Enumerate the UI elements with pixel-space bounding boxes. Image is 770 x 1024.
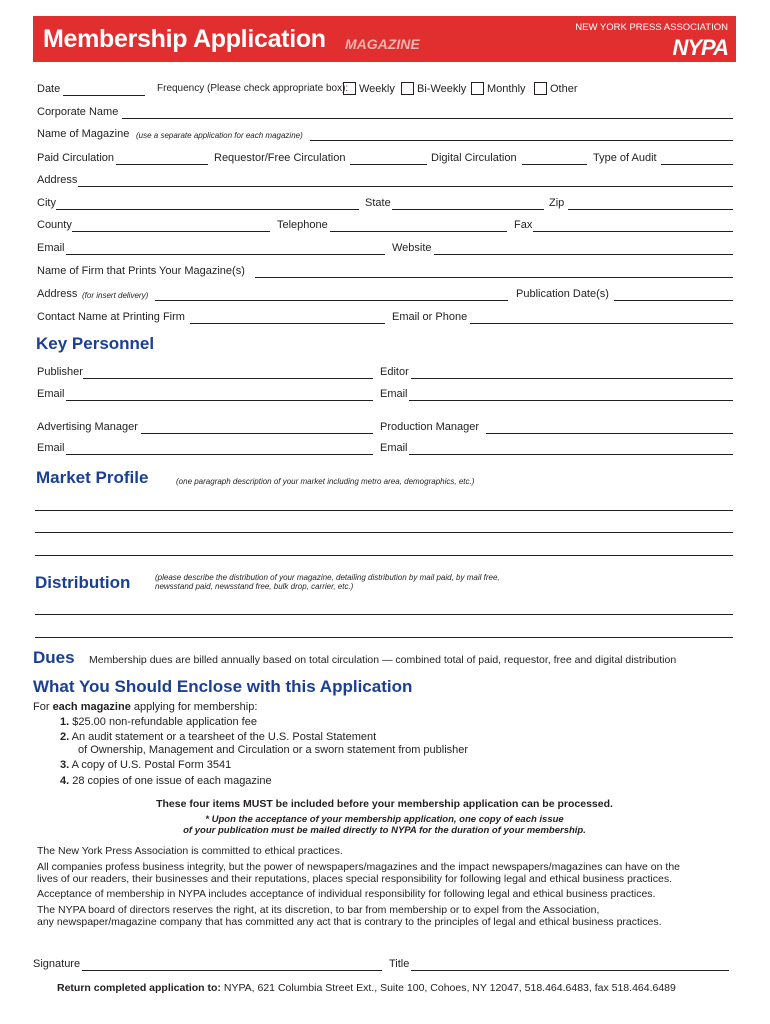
biweekly-label: Bi-Weekly: [417, 83, 467, 95]
production-manager-email-label: Email: [380, 442, 408, 454]
printer-address-field[interactable]: [155, 300, 508, 301]
editor-label: Editor: [380, 366, 409, 378]
telephone-field[interactable]: [330, 231, 507, 232]
fax-label: Fax: [514, 219, 533, 231]
magazine-name-label: Name of Magazine: [37, 128, 130, 140]
item-number: 2.: [60, 731, 70, 743]
form-title: Membership Application: [43, 25, 326, 53]
enclose-item-1: [60, 715, 257, 729]
enclose-item-2-cont: [78, 743, 468, 757]
market-profile-note: (one paragraph description of your market including metro area, demographics, etc.): [176, 477, 475, 486]
enclose-intro: [33, 700, 257, 714]
ad-manager-label: Advertising Manager: [37, 421, 138, 433]
publication-dates-label: Publication Date(s): [516, 288, 609, 300]
date-field[interactable]: [63, 95, 145, 96]
enclose-heading: What You Should Enclose with this Application: [33, 677, 413, 696]
distribution-line-2[interactable]: [35, 637, 733, 638]
other-label: Other: [550, 83, 578, 95]
requestor-circulation-label: Requestor/Free Circulation: [214, 152, 346, 164]
printer-name-label: Name of Firm that Prints Your Magazine(s): [37, 265, 245, 277]
ad-manager-email-field[interactable]: [66, 454, 373, 455]
paid-circulation-label: Paid Circulation: [37, 152, 115, 164]
item-text: $25.00 non-refundable application fee: [72, 716, 257, 728]
requestor-circulation-field[interactable]: [350, 164, 427, 165]
item-text: A copy of U.S. Postal Form 3541: [71, 759, 232, 771]
audit-type-label: Type of Audit: [593, 152, 657, 164]
item-text: of Ownership, Management and Circulation or a sworn statement from publisher: [78, 744, 469, 756]
ad-manager-email-label: Email: [37, 442, 65, 454]
dues-text: Membership dues are billed annually based on total circulation — combined total of paid, requestor, free and digital distribution: [89, 654, 677, 666]
printer-contact-field[interactable]: [190, 323, 385, 324]
publisher-email-label: Email: [37, 388, 65, 400]
item-number: 4.: [60, 775, 70, 787]
address-field[interactable]: [78, 186, 733, 187]
state-field[interactable]: [392, 209, 544, 210]
enclose-item-4: [60, 774, 272, 788]
return-address: [57, 982, 676, 994]
editor-email-field[interactable]: [409, 400, 733, 401]
association-name: NEW YORK PRESS ASSOCIATION: [575, 22, 728, 33]
distribution-note-1: (please describe the distribution of your magazine, detailing distribution by mail paid, by mail free,: [155, 573, 500, 582]
distribution-heading: Distribution: [35, 573, 131, 592]
enclose-intro-c: applying for membership:: [130, 701, 258, 713]
paid-circulation-field[interactable]: [116, 164, 208, 165]
printer-email-phone-label: Email or Phone: [392, 311, 468, 323]
header-banner: [33, 16, 736, 62]
weekly-checkbox[interactable]: [343, 82, 356, 95]
must-include-notice: These four items MUST be included before your membership application can be processed.: [156, 798, 613, 810]
monthly-checkbox[interactable]: [471, 82, 484, 95]
ethics-paragraph-2b: lives of our readers, their businesses and their reputations, places special responsibility for following legal and ethical business practices.: [37, 873, 673, 885]
acceptance-note-1: * Upon the acceptance of your membership application, one copy of each issue: [205, 814, 564, 825]
monthly-label: Monthly: [487, 83, 526, 95]
county-label: County: [37, 219, 72, 231]
printer-contact-label: Contact Name at Printing Firm: [37, 311, 185, 323]
state-label: State: [365, 197, 391, 209]
market-profile-heading: Market Profile: [36, 468, 149, 487]
county-field[interactable]: [72, 231, 270, 232]
publisher-label: Publisher: [37, 366, 83, 378]
date-label: Date: [37, 83, 61, 95]
zip-field[interactable]: [568, 209, 733, 210]
market-profile-line-2[interactable]: [35, 532, 733, 533]
signature-field[interactable]: [82, 970, 382, 971]
title-field[interactable]: [411, 970, 729, 971]
magazine-name-note: (use a separate application for each magazine): [136, 131, 303, 140]
corporate-name-field[interactable]: [122, 118, 733, 119]
ethics-paragraph-4b: any newspaper/magazine company that has committed any act that is contrary to the principles of legal and ethical business practices.: [37, 916, 662, 928]
return-label: Return completed application to:: [57, 982, 221, 994]
weekly-label: Weekly: [359, 83, 395, 95]
nypa-logo: NYPA: [672, 35, 728, 60]
printer-address-note: (for insert delivery): [82, 291, 149, 300]
production-manager-label: Production Manager: [380, 421, 480, 433]
printer-name-field[interactable]: [255, 277, 733, 278]
distribution-line-1[interactable]: [35, 614, 733, 615]
ethics-paragraph-4a: The NYPA board of directors reserves the right, at its discretion, to bar from membership or to expel from the Association,: [37, 904, 600, 916]
fax-field[interactable]: [533, 231, 733, 232]
ad-manager-field[interactable]: [141, 433, 373, 434]
editor-field[interactable]: [411, 378, 733, 379]
website-field[interactable]: [434, 254, 733, 255]
biweekly-checkbox[interactable]: [401, 82, 414, 95]
audit-type-field[interactable]: [661, 164, 733, 165]
telephone-label: Telephone: [277, 219, 328, 231]
zip-label: Zip: [549, 197, 565, 209]
website-label: Website: [392, 242, 432, 254]
item-number: 3.: [60, 759, 70, 771]
distribution-note-2: newsstand paid, newsstand free, bulk drop, carrier, etc.): [155, 582, 354, 591]
enclose-item-3: [60, 758, 231, 772]
dues-heading: Dues: [33, 648, 75, 667]
publication-dates-field[interactable]: [614, 300, 733, 301]
market-profile-line-3[interactable]: [35, 555, 733, 556]
item-text: 28 copies of one issue of each magazine: [72, 775, 272, 787]
acceptance-note-2: of your publication must be mailed directly to NYPA for the duration of your membership.: [183, 825, 586, 836]
frequency-label: Frequency (Please check appropriate box):: [157, 83, 349, 94]
title-label: Title: [389, 958, 410, 970]
item-number: 1.: [60, 716, 70, 728]
return-text: NYPA, 621 Columbia Street Ext., Suite 100, Cohoes, NY 12047, 518.464.6483, fax 518.464.6489: [220, 982, 676, 994]
address-label: Address: [37, 174, 78, 186]
editor-email-label: Email: [380, 388, 408, 400]
magazine-name-field[interactable]: [310, 140, 733, 141]
key-personnel-heading: Key Personnel: [36, 334, 155, 353]
enclose-item-2: [60, 730, 376, 744]
other-checkbox[interactable]: [534, 82, 547, 95]
digital-circulation-field[interactable]: [522, 164, 587, 165]
publisher-email-field[interactable]: [66, 400, 373, 401]
production-manager-email-field[interactable]: [409, 454, 733, 455]
email-field[interactable]: [66, 254, 385, 255]
market-profile-line-1[interactable]: [35, 510, 733, 511]
corporate-name-label: Corporate Name: [37, 106, 119, 118]
form-subtitle: MAGAZINE: [345, 36, 420, 52]
digital-circulation-label: Digital Circulation: [431, 152, 517, 164]
ethics-paragraph-2a: All companies profess business integrity, but the power of newspapers/magazines and the impact newspapers/magazines can have on the: [37, 861, 681, 873]
city-field[interactable]: [56, 209, 359, 210]
ethics-paragraph-1: The New York Press Association is committed to ethical practices.: [37, 845, 343, 857]
production-manager-field[interactable]: [486, 433, 733, 434]
enclose-intro-a: For: [33, 701, 53, 713]
item-text: An audit statement or a tearsheet of the U.S. Postal Statement: [71, 731, 377, 743]
printer-address-label: Address: [37, 288, 78, 300]
printer-email-phone-field[interactable]: [470, 323, 733, 324]
enclose-intro-bold: each magazine: [52, 701, 131, 713]
ethics-paragraph-3: Acceptance of membership in NYPA includes acceptance of individual responsibility for following legal and ethical business practices.: [37, 888, 656, 900]
city-label: City: [37, 197, 56, 209]
email-label: Email: [37, 242, 65, 254]
signature-label: Signature: [33, 958, 81, 970]
publisher-field[interactable]: [83, 378, 373, 379]
